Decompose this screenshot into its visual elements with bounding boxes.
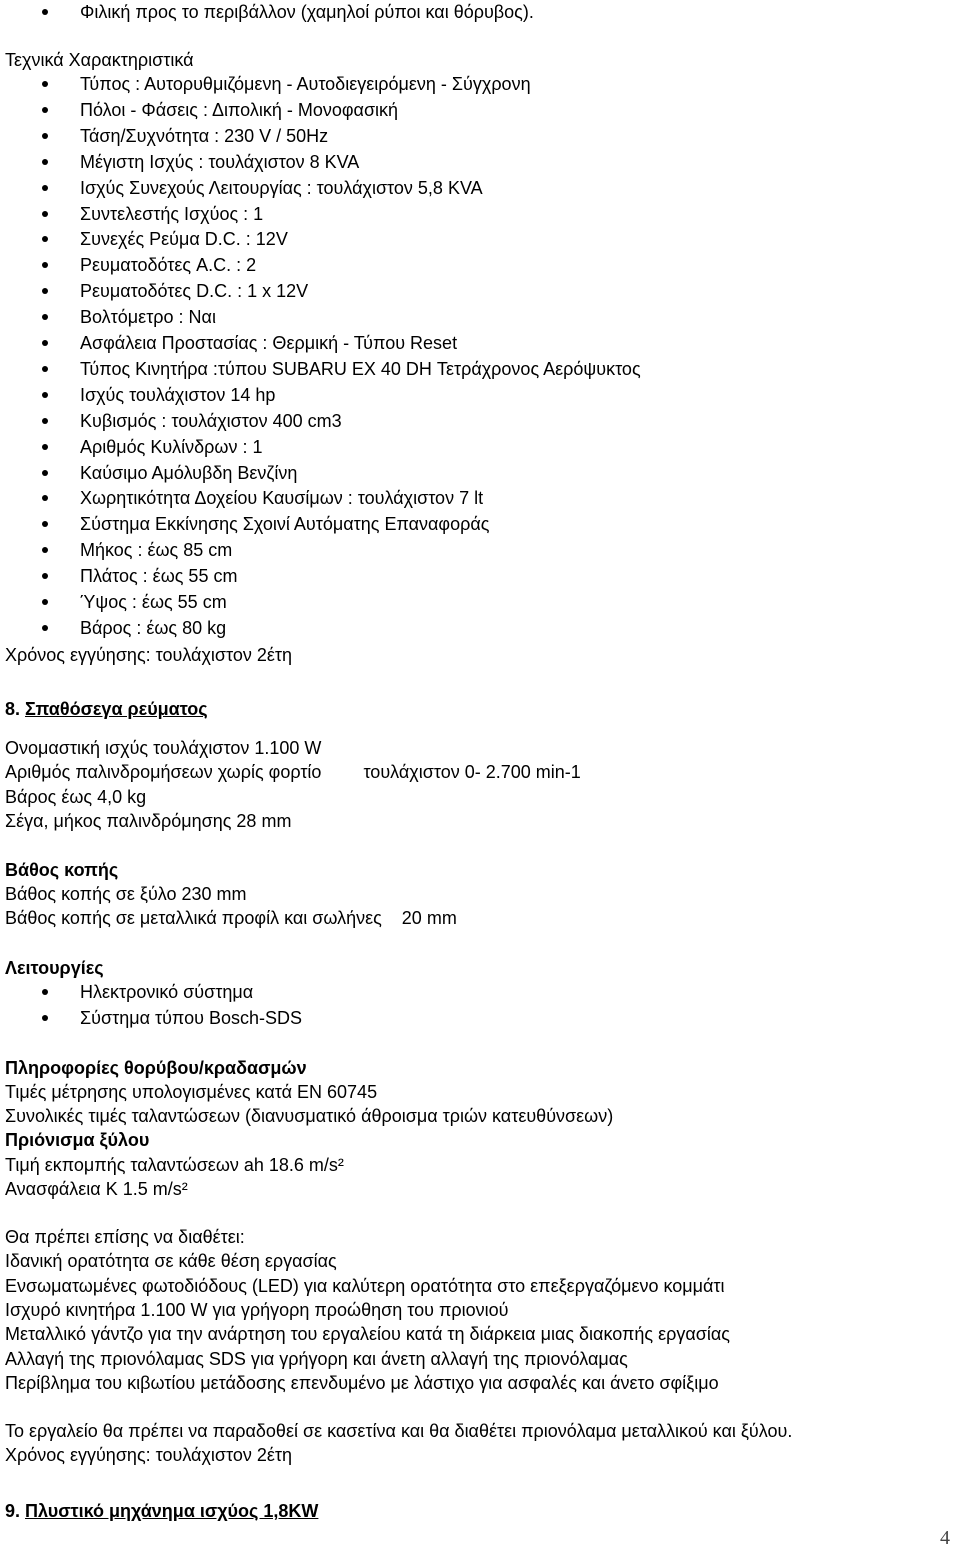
warranty-text: Χρόνος εγγύησης: τουλάχιστον 2έτη (5, 645, 293, 665)
bullet-icon (42, 262, 48, 268)
warranty-text: Χρόνος εγγύησης: τουλάχιστον 2έτη (5, 1445, 293, 1465)
tech-spec-item: Ύψος : έως 55 cm (80, 592, 227, 612)
bullet-icon (42, 573, 48, 579)
bullet-icon (42, 599, 48, 605)
bullet-icon (42, 625, 48, 631)
tech-spec-item: Τύπος : Αυτορυθμιζόμενη - Αυτοδιεγειρόμενη - Σύγχρονη (80, 74, 531, 94)
bullet-icon (42, 521, 48, 527)
stroke-length: Σέγα, μήκος παλινδρόμησης 28 mm (5, 811, 292, 831)
extras-item: Περίβλημα του κιβωτίου μετάδοσης επενδυμένο με λάστιχο για ασφαλές και άνετο σφίξιμο (5, 1373, 719, 1393)
section-number: 8. (5, 699, 26, 719)
extras-item: Ιδανική ορατότητα σε κάθε θέση εργασίας (5, 1251, 337, 1271)
bullet-icon (42, 9, 48, 15)
tech-spec-item: Μήκος : έως 85 cm (80, 540, 233, 561)
bullet-icon (42, 314, 48, 320)
strokes-row (5, 761, 581, 783)
tech-spec-item: Ασφάλεια Προστασίας : Θερμική - Τύπου Reset (80, 333, 458, 353)
rated-power: Ονομαστική ισχύς τουλάχιστον 1.100 W (5, 738, 322, 758)
bullet-icon (42, 392, 48, 398)
tech-spec-item: Αριθμός Κυλίνδρων : 1 (80, 436, 263, 457)
function-item: Ηλεκτρονικό σύστημα (80, 982, 254, 1002)
extras-item: Ισχυρό κινητήρα 1.100 W για γρήγορη προώθηση του πριονιού (5, 1300, 509, 1320)
bullet-icon (42, 366, 48, 372)
tech-spec-item: Συνεχές Ρεύμα D.C. : 12V (80, 229, 288, 250)
bullet-icon (42, 340, 48, 346)
tech-spec-item: Τάση/Συχνότητα : 230 V / 50Hz (80, 125, 329, 146)
noise-heading: Πληροφορίες θορύβου/κραδασμών (5, 1058, 307, 1078)
depth-metal-row (5, 907, 457, 929)
extras-item: Μεταλλικό γάντζο για την ανάρτηση του εργαλείου κατά τη διάρκεια μιας διακοπής εργασίας (5, 1324, 730, 1344)
page-number: 4 (940, 1527, 950, 1549)
section-8-heading (5, 698, 208, 720)
tech-spec-item: Σύστημα Εκκίνησης Σχοινί Αυτόματης Επαναφοράς (80, 514, 490, 535)
tech-spec-item: Πλάτος : έως 55 cm (80, 566, 238, 587)
section-number: 9. (5, 1501, 26, 1521)
extras-item: Αλλαγή της πριονόλαμας SDS για γρήγορη και άνετη αλλαγή της πριονόλαμας (5, 1349, 628, 1369)
depth-metal-value: 20 mm (401, 908, 457, 928)
tech-spec-item: Χωρητικότητα Δοχείου Καυσίμων : τουλάχιστον 7 lt (80, 488, 484, 509)
tech-spec-item: Κυβισμός : τουλάχιστον 400 cm3 (80, 410, 342, 431)
functions-heading: Λειτουργίες (5, 958, 104, 978)
depth-heading: Βάθος κοπής (5, 860, 119, 880)
extras-item: Ενσωματωμένες φωτοδιόδους (LED) για καλύτερη ορατότητα στο επεξεργαζόμενο κομμάτι (5, 1276, 725, 1296)
section-9-heading (5, 1500, 318, 1522)
extras-intro: Θα πρέπει επίσης να διαθέτει: (5, 1227, 245, 1247)
bullet-icon (42, 1015, 48, 1021)
wood-cut-heading: Πριόνισμα ξύλου (5, 1130, 150, 1150)
bullet-icon (42, 81, 48, 87)
list-item: Φιλική προς το περιβάλλον (χαμηλοί ρύποι και θόρυβος). (80, 2, 534, 22)
bullet-icon (42, 236, 48, 242)
depth-metal-label: Βάθος κοπής σε μεταλλικά προφίλ και σωλήνες (5, 908, 382, 928)
tech-spec-item: Βάρος : έως 80 kg (80, 617, 227, 638)
case-note: Το εργαλείο θα πρέπει να παραδοθεί σε κασετίνα και θα διαθέτει πριονόλαμα μεταλλικού και ξύλου. (5, 1421, 793, 1441)
section-title: Σπαθόσεγα ρεύματος (25, 699, 208, 719)
tech-spec-item: Βολτόμετρο : Ναι (80, 307, 216, 328)
vibration-emission: Τιμή εκπομπής ταλαντώσεων ah 18.6 m/s² (5, 1155, 344, 1175)
bullet-icon (42, 989, 48, 995)
bullet-icon (42, 185, 48, 191)
weight: Βάρος έως 4,0 kg (5, 787, 147, 807)
depth-wood: Βάθος κοπής σε ξύλο 230 mm (5, 884, 247, 904)
strokes-label: Αριθμός παλινδρομήσεων χωρίς φορτίο (5, 762, 322, 782)
bullet-icon (42, 470, 48, 476)
noise-text: Τιμές μέτρησης υπολογισμένες κατά EN 60745 (5, 1082, 378, 1102)
tech-spec-item: Πόλοι - Φάσεις : Διπολική - Μονοφασική (80, 99, 399, 120)
tech-spec-item: Καύσιμο Αμόλυβδη Βενζίνη (80, 462, 298, 483)
bullet-icon (42, 211, 48, 217)
bullet-icon (42, 159, 48, 165)
bullet-icon (42, 547, 48, 553)
strokes-value: τουλάχιστον 0- 2.700 min-1 (363, 762, 581, 782)
bullet-icon (42, 418, 48, 424)
section-title: Πλυστικό μηχάνημα ισχύος 1,8KW (25, 1501, 319, 1521)
function-item: Σύστημα τύπου Bosch-SDS (80, 1008, 302, 1028)
bullet-icon (42, 288, 48, 294)
tech-spec-item: Ρευματοδότες D.C. : 1 x 12V (80, 281, 309, 302)
uncertainty: Ανασφάλεια K 1.5 m/s² (5, 1179, 188, 1199)
bullet-icon (42, 444, 48, 450)
tech-spec-item: Ισχύς Συνεχούς Λειτουργίας : τουλάχιστον 5,8 KVA (80, 177, 483, 198)
tech-spec-item: Μέγιστη Ισχύς : τουλάχιστον 8 KVA (80, 151, 360, 172)
tech-heading: Τεχνικά Χαρακτηριστικά (5, 50, 194, 70)
tech-spec-item: Τύπος Κινητήρα :τύπου SUBARU EX 40 DH Τετράχρονος Αερόψυκτος (80, 358, 641, 379)
bullet-icon (42, 495, 48, 501)
tech-spec-item: Ισχύς τουλάχιστον 14 hp (80, 384, 276, 405)
tech-spec-item: Ρευματοδότες A.C. : 2 (80, 255, 257, 276)
noise-text: Συνολικές τιμές ταλαντώσεων (διανυσματικό άθροισμα τριών κατευθύνσεων) (5, 1106, 614, 1126)
tech-spec-item: Συντελεστής Ισχύος : 1 (80, 203, 264, 224)
bullet-icon (42, 133, 48, 139)
bullet-icon (42, 107, 48, 113)
